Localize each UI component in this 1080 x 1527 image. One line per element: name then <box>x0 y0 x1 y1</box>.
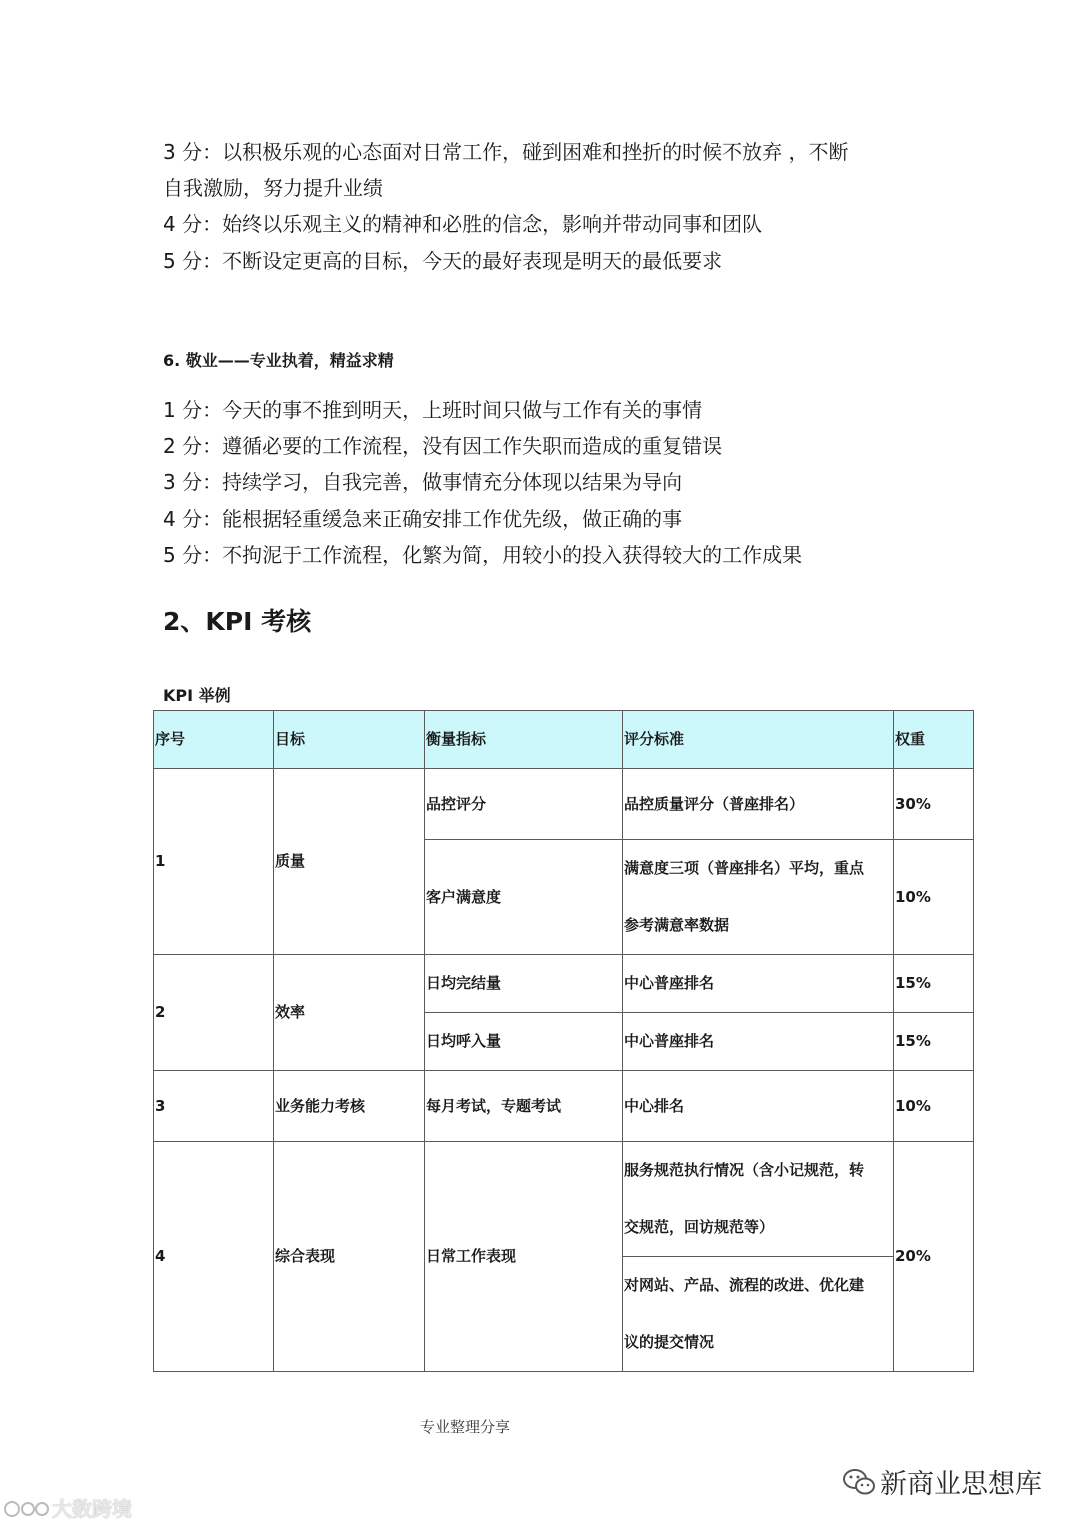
section6-line-3: 3 分：持续学习，自我完善，做事情充分体现以结果为导向 <box>163 470 683 494</box>
watermark-right-text: 新商业思想库 <box>880 1469 1042 1500</box>
section5-line-3: 4 分：始终以乐观主义的精神和必胜的信念，影响并带动同事和团队 <box>163 212 763 236</box>
section6-line-2: 2 分：遵循必要的工作流程，没有因工作失职而造成的重复错误 <box>163 434 723 458</box>
section6-title: 6. 敬业——专业执着，精益求精 <box>163 351 394 370</box>
cell-standard-line: 对网站、产品、流程的改进、优化建 <box>624 1276 865 1294</box>
kpi-table <box>153 710 974 1372</box>
cell-standard <box>623 840 894 955</box>
section6-line-5: 5 分：不拘泥于工作流程，化繁为简，用较小的投入获得较大的工作成果 <box>163 543 803 567</box>
watermark-right <box>842 1462 1042 1501</box>
cell-metric: 日均呼入量 <box>425 1013 623 1071</box>
page-footer: 专业整理分享 <box>419 1418 510 1436</box>
cell-standard-line: 满意度三项（普座排名）平均，重点 <box>624 859 865 877</box>
header-metric: 衡量指标 <box>425 711 623 769</box>
cell-metric: 日常工作表现 <box>425 1142 623 1372</box>
kpi-heading: 2、KPI 考核 <box>163 607 312 636</box>
table-header-row <box>154 711 974 769</box>
cell-goal: 业务能力考核 <box>274 1071 425 1142</box>
cell-standard: 品控质量评分（普座排名） <box>623 769 894 840</box>
header-weight: 权重 <box>894 711 974 769</box>
cell-weight: 15% <box>894 1013 974 1071</box>
cell-standard <box>623 1257 894 1372</box>
cell-no: 1 <box>154 769 274 955</box>
cell-goal: 质量 <box>274 769 425 955</box>
cell-metric: 日均完结量 <box>425 955 623 1013</box>
cell-standard-line: 议的提交情况 <box>624 1333 715 1351</box>
header-goal: 目标 <box>274 711 425 769</box>
cell-metric: 品控评分 <box>425 769 623 840</box>
section5-line-4: 5 分：不断设定更高的目标，今天的最好表现是明天的最低要求 <box>163 249 723 273</box>
cell-standard-line: 服务规范执行情况（含小记规范，转 <box>624 1161 865 1179</box>
section6-line-1: 1 分：今天的事不推到明天，上班时间只做与工作有关的事情 <box>163 398 703 422</box>
cell-standard <box>623 1142 894 1257</box>
cell-standard: 中心排名 <box>623 1071 894 1142</box>
cell-metric: 客户满意度 <box>425 840 623 955</box>
watermark-logo-icon <box>4 1499 50 1519</box>
header-no: 序号 <box>154 711 274 769</box>
table-row <box>154 1142 974 1257</box>
header-standard: 评分标准 <box>623 711 894 769</box>
cell-weight: 30% <box>894 769 974 840</box>
kpi-caption: KPI 举例 <box>163 686 231 705</box>
table-row <box>154 769 974 840</box>
section5-line-1: 3 分：以积极乐观的心态面对日常工作，碰到困难和挫折的时候不放弃 ，不断 <box>163 140 849 164</box>
cell-standard: 中心普座排名 <box>623 955 894 1013</box>
watermark-left <box>4 1493 132 1522</box>
watermark-left-text: 大数跨境 <box>52 1497 132 1521</box>
wechat-icon <box>842 1467 876 1497</box>
section6-line-4: 4 分：能根据轻重缓急来正确安排工作优先级，做正确的事 <box>163 507 683 531</box>
section5-line-2: 自我激励，努力提升业绩 <box>163 176 383 200</box>
cell-weight: 20% <box>894 1142 974 1372</box>
cell-standard-line: 参考满意率数据 <box>624 916 730 934</box>
cell-no: 3 <box>154 1071 274 1142</box>
cell-weight: 10% <box>894 1071 974 1142</box>
cell-goal: 效率 <box>274 955 425 1071</box>
cell-goal: 综合表现 <box>274 1142 425 1372</box>
cell-no: 2 <box>154 955 274 1071</box>
table-row <box>154 1071 974 1142</box>
cell-standard-line: 交规范，回访规范等） <box>624 1218 775 1236</box>
cell-weight: 10% <box>894 840 974 955</box>
table-row <box>154 955 974 1013</box>
cell-standard: 中心普座排名 <box>623 1013 894 1071</box>
cell-metric: 每月考试，专题考试 <box>425 1071 623 1142</box>
cell-no: 4 <box>154 1142 274 1372</box>
cell-weight: 15% <box>894 955 974 1013</box>
